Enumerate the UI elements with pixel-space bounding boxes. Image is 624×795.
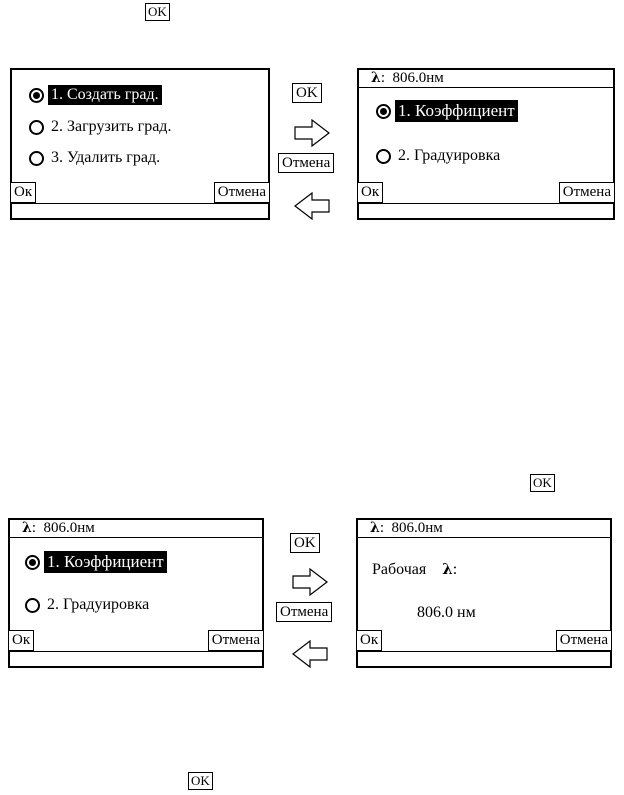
arrow-right-icon — [292, 568, 328, 596]
working-wavelength-value: 806.0 нм — [417, 604, 476, 621]
submenu-option-calibration[interactable] — [376, 146, 503, 166]
softkey-ok[interactable]: Ок — [10, 182, 36, 203]
ok-key-inline-bottom: OK — [188, 772, 213, 790]
header: λ: 806.0нм — [359, 70, 613, 88]
arrow-left-icon — [292, 640, 328, 668]
ok-key: OK — [290, 533, 320, 553]
softkey-ok[interactable]: Ок — [357, 182, 383, 203]
wavelength-value: 806.0нм — [391, 520, 443, 536]
submenu-option-coefficient[interactable] — [376, 100, 518, 122]
submenu-option-coefficient[interactable] — [25, 551, 167, 573]
wavelength-detail-screen — [356, 518, 612, 668]
option-label: 1. Создать град. — [48, 85, 162, 105]
working-wavelength-label: Рабочая λ: — [372, 560, 458, 578]
status-bar — [12, 203, 268, 218]
softkey-ok[interactable]: Ок — [356, 630, 382, 651]
header: λ: 806.0нм — [10, 520, 262, 538]
lambda-symbol: λ — [370, 520, 380, 536]
ok-key-inline-top: OK — [145, 3, 170, 21]
ok-key: OK — [292, 83, 322, 103]
status-bar — [359, 203, 613, 218]
radio-empty-icon — [29, 151, 44, 166]
option-label: 2. Градуировка — [47, 596, 150, 613]
softkey-cancel[interactable]: Отмена — [214, 182, 270, 203]
option-label: 1. Коэффициент — [395, 100, 518, 122]
radio-selected-icon — [29, 88, 44, 103]
radio-empty-icon — [29, 120, 44, 135]
softkey-cancel[interactable]: Отмена — [208, 630, 264, 651]
menu-screen — [10, 68, 270, 220]
option-label: 1. Коэффициент — [44, 551, 167, 573]
arrow-right-icon — [294, 119, 330, 147]
option-label: 2. Градуировка — [398, 147, 501, 164]
radio-selected-icon — [376, 104, 391, 119]
wavelength-value: 806.0нм — [392, 70, 444, 86]
lambda-symbol: λ — [22, 520, 32, 536]
softkey-cancel[interactable]: Отмена — [559, 182, 615, 203]
cancel-key: Отмена — [276, 602, 332, 622]
option-label: 3. Удалить град. — [51, 149, 161, 166]
arrow-left-icon — [294, 192, 330, 220]
status-bar — [10, 651, 262, 666]
lambda-symbol: λ — [371, 70, 381, 86]
menu-option-load[interactable] — [29, 117, 174, 137]
radio-empty-icon — [376, 149, 391, 164]
submenu-screen-2 — [8, 518, 264, 668]
submenu-screen — [357, 68, 615, 220]
radio-selected-icon — [25, 555, 40, 570]
softkey-ok[interactable]: Ок — [8, 630, 34, 651]
submenu-option-calibration[interactable] — [25, 595, 152, 615]
status-bar — [358, 651, 610, 666]
option-label: 2. Загрузить град. — [51, 118, 172, 135]
menu-option-create[interactable] — [29, 85, 162, 105]
lambda-symbol: λ — [442, 560, 453, 578]
header: λ: 806.0нм — [358, 520, 610, 538]
wavelength-value: 806.0нм — [43, 520, 95, 536]
radio-empty-icon — [25, 598, 40, 613]
ok-key-inline-middle: OK — [530, 474, 555, 492]
softkey-cancel[interactable]: Отмена — [556, 630, 612, 651]
menu-option-delete[interactable] — [29, 148, 163, 168]
cancel-key: Отмена — [278, 153, 334, 173]
